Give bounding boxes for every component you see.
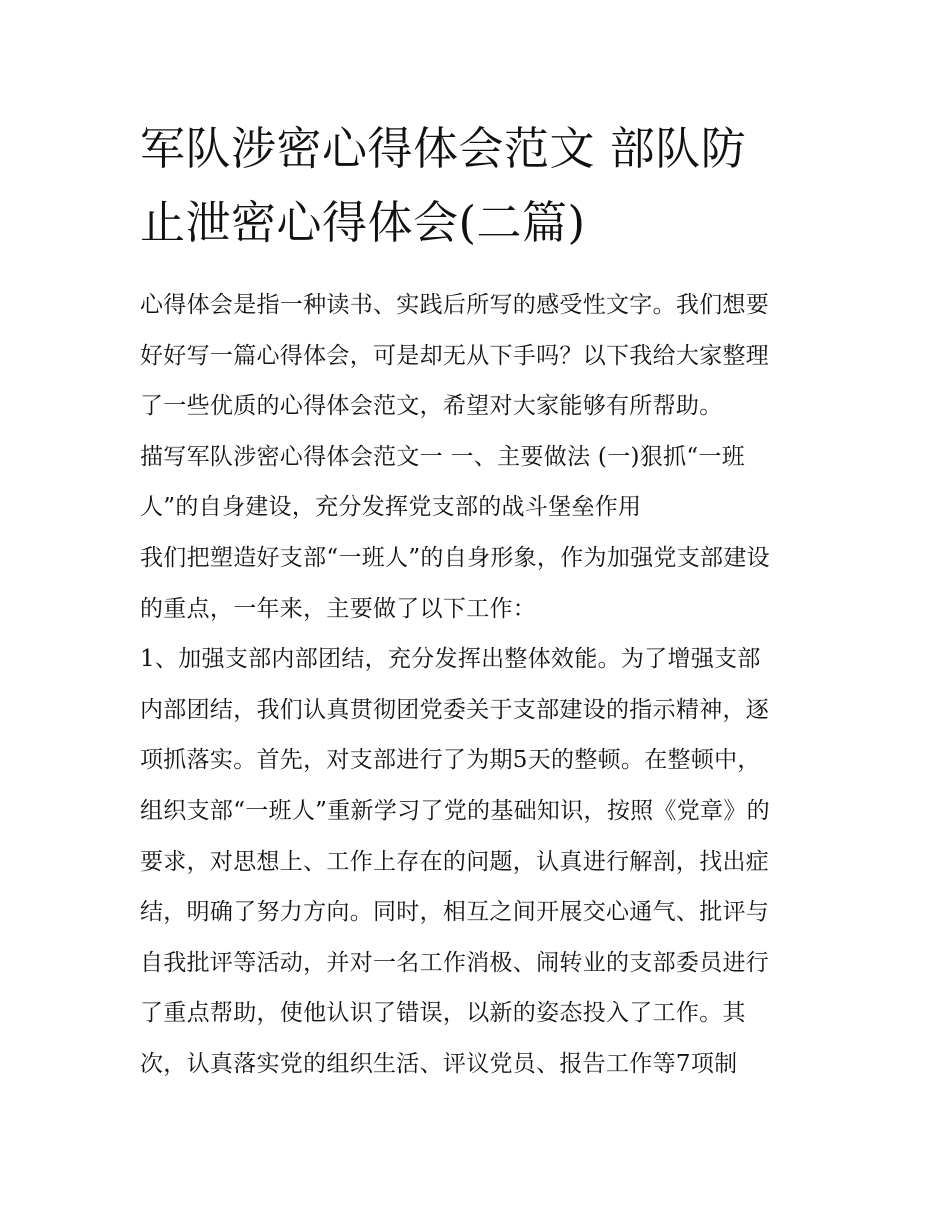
document-page bbox=[140, 112, 815, 1090]
para2-line-9: 次，认真落实党的组织生活、评议党员、报告工作等7项制 bbox=[140, 1050, 738, 1077]
para1-line-2: 的重点，一年来，主要做了以下工作： bbox=[140, 595, 537, 622]
para2-line-5: 要求，对思想上、工作上存在的问题，认真进行解剖，找出症 bbox=[140, 848, 770, 875]
intro-paragraph bbox=[140, 280, 815, 432]
paragraph-2 bbox=[140, 634, 815, 1089]
para2-line-2: 内部团结，我们认真贯彻团党委关于支部建设的指示精神，逐 bbox=[140, 696, 770, 723]
para1-line-1: 我们把塑造好支部“一班人”的自身形象，作为加强党支部建设 bbox=[140, 544, 770, 571]
para2-line-8: 了重点帮助，使他认识了错误，以新的姿态投入了工作。其 bbox=[140, 1000, 746, 1027]
section-heading-line-1: 描写军队涉密心得体会范文一 一、主要做法 (一)狠抓“一班 bbox=[140, 443, 746, 470]
para2-line-1: 1、加强支部内部团结，充分发挥出整体效能。为了增强支部 bbox=[140, 646, 761, 673]
section-heading bbox=[140, 432, 815, 533]
title-line-2: 止泄密心得体会(二篇) bbox=[140, 196, 586, 249]
intro-line-2: 好好写一篇心得体会，可是却无从下手吗？以下我给大家整理 bbox=[140, 342, 770, 369]
document-title bbox=[140, 112, 815, 260]
section-heading-line-2: 人”的自身建设，充分发挥党支部的战斗堡垒作用 bbox=[140, 494, 642, 521]
para2-line-7: 自我批评等活动，并对一名工作消极、闹转业的支部委员进行 bbox=[140, 949, 770, 976]
para2-line-4: 组织支部“一班人”重新学习了党的基础知识，按照《党章》的 bbox=[140, 797, 770, 824]
intro-line-3: 了一些优质的心得体会范文，希望对大家能够有所帮助。 bbox=[140, 393, 723, 420]
para2-line-6: 结，明确了努力方向。同时，相互之间开展交心通气、批评与 bbox=[140, 899, 770, 926]
intro-line-1: 心得体会是指一种读书、实践后所写的感受性文字。我们想要 bbox=[140, 292, 770, 318]
para2-line-3: 项抓落实。首先，对支部进行了为期5天的整顿。在整顿中， bbox=[140, 747, 761, 774]
paragraph-1 bbox=[140, 533, 815, 634]
title-line-1: 军队涉密心得体会范文 部队防 bbox=[140, 122, 747, 175]
